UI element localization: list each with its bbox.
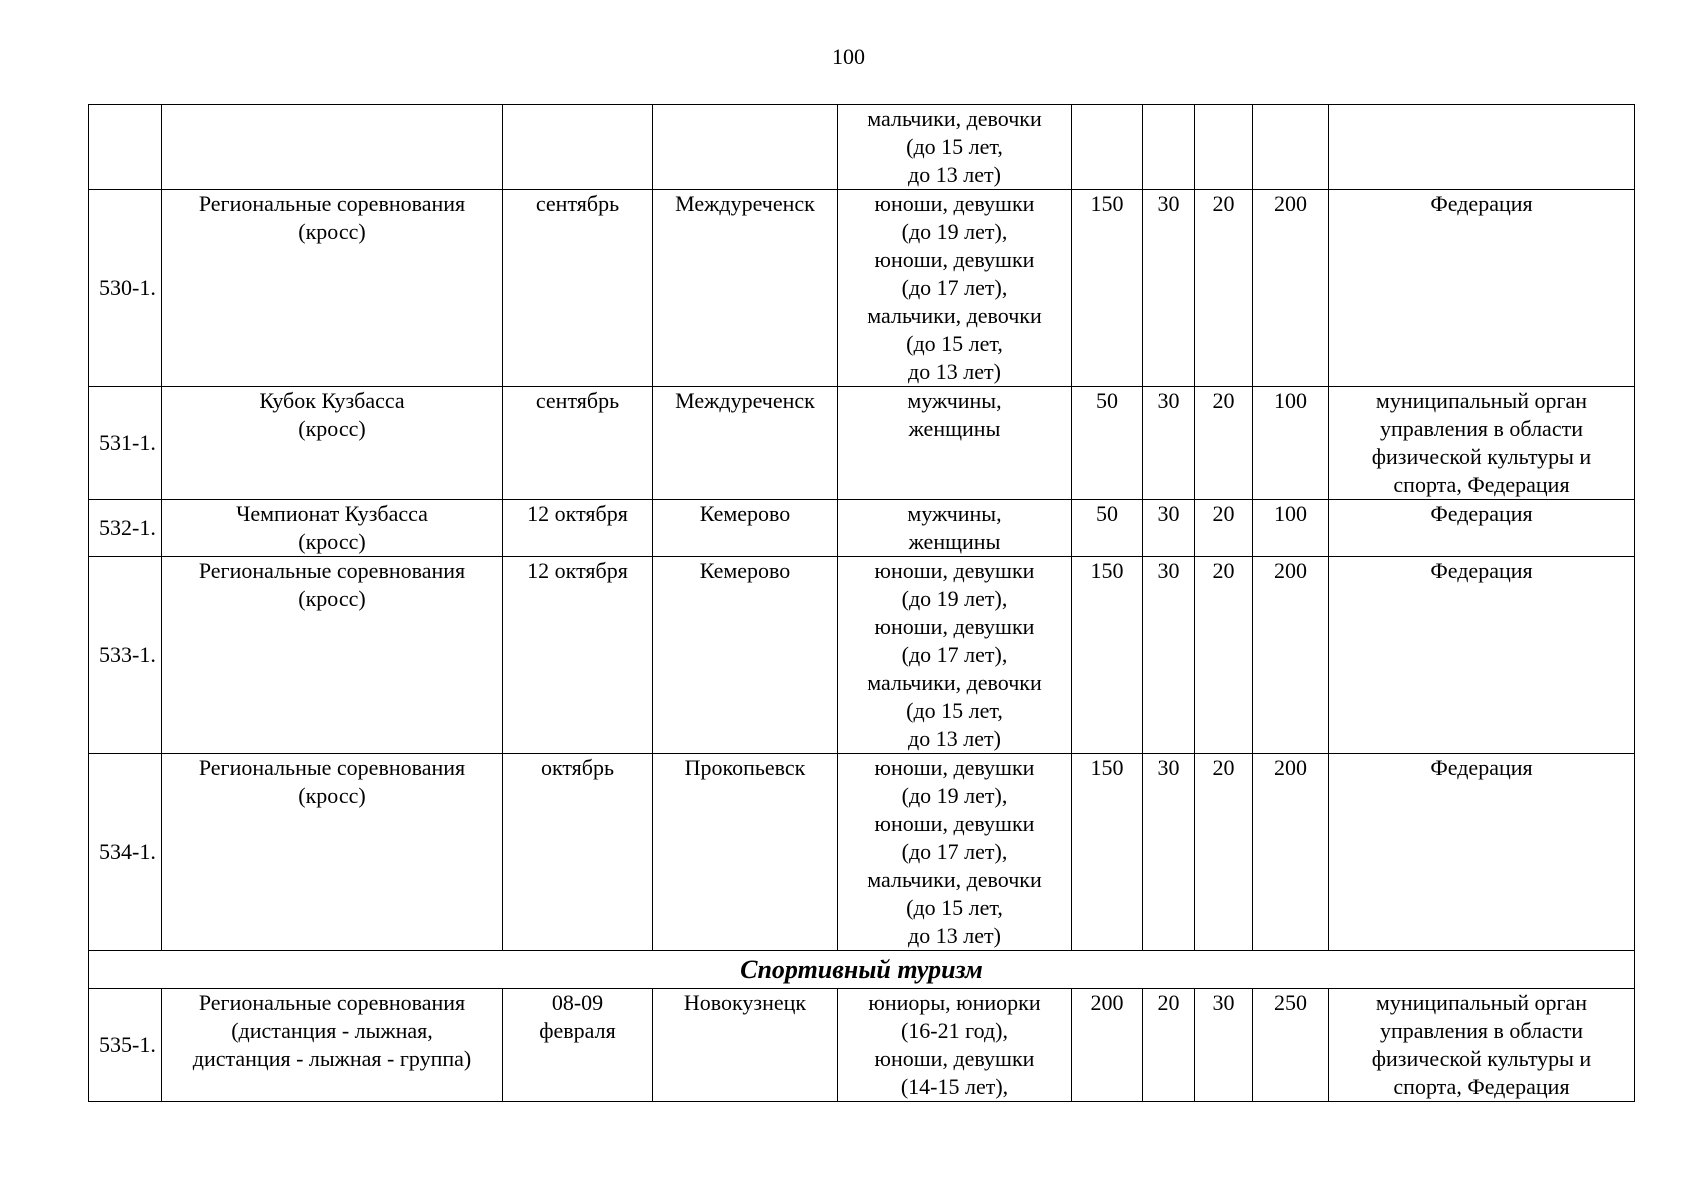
value-cell: 150 <box>1072 754 1143 951</box>
organizer-line: спорта, Федерация <box>1393 1074 1570 1099</box>
participants-line: (до 19 лет), <box>901 783 1008 808</box>
organizer-line: физической культуры и <box>1371 1046 1592 1071</box>
section-row <box>89 951 1635 989</box>
value-cell: 20 <box>1195 190 1253 387</box>
date-cell <box>503 387 653 500</box>
participants-line: юноши, девушки <box>874 755 1035 780</box>
date-line: сентябрь <box>535 388 620 413</box>
participants-line: (до 17 лет), <box>901 642 1008 667</box>
participants-line: (до 15 лет, <box>906 895 1003 920</box>
date-cell <box>503 989 653 1102</box>
participants-line: (до 19 лет), <box>901 586 1008 611</box>
value-cell: 150 <box>1072 190 1143 387</box>
value-cell: 20 <box>1195 557 1253 754</box>
value-cell: 100 <box>1253 500 1329 557</box>
organizer-line: муниципальный орган <box>1375 388 1588 413</box>
organizer-cell <box>1329 754 1635 951</box>
organizer-cell <box>1329 387 1635 500</box>
value-cell <box>1072 105 1143 190</box>
organizer-line: Федерация <box>1430 501 1533 526</box>
participants-line: юноши, девушки <box>874 247 1035 272</box>
number-cell: 533-1. <box>89 557 162 754</box>
participants-line: (до 17 лет), <box>901 275 1008 300</box>
value-cell: 30 <box>1143 190 1195 387</box>
participants-line: мальчики, девочки <box>867 303 1042 328</box>
value-cell: 20 <box>1195 500 1253 557</box>
date-line: 12 октября <box>527 558 628 583</box>
event-line: Региональные соревнования <box>198 990 466 1015</box>
value-cell: 30 <box>1143 557 1195 754</box>
place-cell: Кемерово <box>653 500 838 557</box>
value-cell: 20 <box>1143 989 1195 1102</box>
event-line: Региональные соревнования <box>198 558 466 583</box>
organizer-cell <box>1329 557 1635 754</box>
event-line: (кросс) <box>298 416 366 441</box>
date-cell <box>503 754 653 951</box>
place-cell: Новокузнецк <box>653 989 838 1102</box>
organizer-line: управления в области <box>1380 416 1583 441</box>
continuation-row <box>89 105 1635 190</box>
place-cell: Прокопьевск <box>653 754 838 951</box>
participants-cell <box>838 754 1072 951</box>
organizer-cell <box>1329 989 1635 1102</box>
organizer-line: Федерация <box>1430 755 1533 780</box>
value-cell <box>1253 105 1329 190</box>
value-cell: 30 <box>1143 500 1195 557</box>
event-cell <box>162 557 503 754</box>
place-cell: Кемерово <box>653 557 838 754</box>
value-cell: 50 <box>1072 500 1143 557</box>
date-cell <box>503 190 653 387</box>
table-row <box>89 387 1635 500</box>
participants-line: до 13 лет) <box>908 359 1001 384</box>
participants-cell <box>838 190 1072 387</box>
participants-cell <box>838 989 1072 1102</box>
participants-cell <box>838 557 1072 754</box>
event-line: Региональные соревнования <box>198 755 466 780</box>
value-cell: 30 <box>1195 989 1253 1102</box>
event-cell <box>162 387 503 500</box>
event-cell <box>162 989 503 1102</box>
participants-line: мужчины, <box>907 501 1002 526</box>
participants-line: мальчики, девочки <box>867 106 1042 131</box>
date-cell <box>503 500 653 557</box>
participants-line: юниоры, юниорки <box>868 990 1041 1015</box>
participants-line: юноши, девушки <box>874 811 1035 836</box>
event-line: (кросс) <box>298 783 366 808</box>
participants-line: (до 15 лет, <box>906 331 1003 356</box>
event-line: (кросс) <box>298 586 366 611</box>
participants-line: до 13 лет) <box>908 923 1001 948</box>
value-cell: 50 <box>1072 387 1143 500</box>
page-number: 100 <box>832 44 865 69</box>
organizer-cell <box>1329 500 1635 557</box>
event-line: Чемпионат Кузбасса <box>236 501 428 526</box>
number-cell: 534-1. <box>89 754 162 951</box>
date-cell <box>503 557 653 754</box>
number-cell: 531-1. <box>89 387 162 500</box>
organizer-line: Федерация <box>1430 558 1533 583</box>
date-line: 08-09 <box>551 990 604 1015</box>
table-row <box>89 190 1635 387</box>
participants-line: женщины <box>908 529 1001 554</box>
value-cell: 250 <box>1253 989 1329 1102</box>
participants-line: мужчины, <box>907 388 1002 413</box>
event-line: (кросс) <box>298 529 366 554</box>
participants-line: мальчики, девочки <box>867 867 1042 892</box>
date-line: сентябрь <box>535 191 620 216</box>
date-line: 12 октября <box>527 501 628 526</box>
value-cell: 200 <box>1253 190 1329 387</box>
place-cell: Междуреченск <box>653 190 838 387</box>
participants-line: (до 15 лет, <box>906 134 1003 159</box>
participants-line: до 13 лет) <box>908 726 1001 751</box>
participants-line: юноши, девушки <box>874 558 1035 583</box>
value-cell: 100 <box>1253 387 1329 500</box>
event-line: (дистанция - лыжная, <box>231 1018 433 1043</box>
date-cell <box>503 105 653 190</box>
number-cell: 530-1. <box>89 190 162 387</box>
organizer-line: управления в области <box>1380 1018 1583 1043</box>
number-cell <box>89 105 162 190</box>
event-cell <box>162 190 503 387</box>
date-line: февраля <box>539 1018 616 1043</box>
organizer-line: муниципальный орган <box>1375 990 1588 1015</box>
table-row <box>89 557 1635 754</box>
event-cell <box>162 500 503 557</box>
participants-cell <box>838 387 1072 500</box>
value-cell: 200 <box>1072 989 1143 1102</box>
organizer-line: физической культуры и <box>1371 444 1592 469</box>
section-title: Спортивный туризм <box>89 951 1635 989</box>
organizer-line: спорта, Федерация <box>1393 472 1570 497</box>
event-cell <box>162 754 503 951</box>
participants-line: мальчики, девочки <box>867 670 1042 695</box>
participants-line: (до 17 лет), <box>901 839 1008 864</box>
place-cell: Междуреченск <box>653 387 838 500</box>
number-cell: 535-1. <box>89 989 162 1102</box>
value-cell: 30 <box>1143 387 1195 500</box>
participants-line: (16-21 год), <box>900 1018 1008 1043</box>
participants-line: юноши, девушки <box>874 191 1035 216</box>
participants-line: женщины <box>908 416 1001 441</box>
table-row <box>89 754 1635 951</box>
participants-line: (до 19 лет), <box>901 219 1008 244</box>
table-row <box>89 500 1635 557</box>
participants-line: до 13 лет) <box>908 162 1001 187</box>
value-cell <box>1195 105 1253 190</box>
participants-line: (14-15 лет), <box>900 1074 1009 1099</box>
event-cell <box>162 105 503 190</box>
organizer-cell <box>1329 105 1635 190</box>
event-line: (кросс) <box>298 219 366 244</box>
events-table <box>88 104 1635 1102</box>
value-cell: 30 <box>1143 754 1195 951</box>
number-cell: 532-1. <box>89 500 162 557</box>
date-line: октябрь <box>540 755 615 780</box>
place-cell <box>653 105 838 190</box>
participants-line: (до 15 лет, <box>906 698 1003 723</box>
table-row <box>89 989 1635 1102</box>
value-cell: 200 <box>1253 754 1329 951</box>
participants-line: юноши, девушки <box>874 1046 1035 1071</box>
value-cell: 20 <box>1195 754 1253 951</box>
participants-cell <box>838 500 1072 557</box>
participants-cell <box>838 105 1072 190</box>
event-line: Кубок Кузбасса <box>259 388 405 413</box>
event-line: Региональные соревнования <box>198 191 466 216</box>
event-line: дистанция - лыжная - группа) <box>192 1046 472 1071</box>
value-cell: 20 <box>1195 387 1253 500</box>
participants-line: юноши, девушки <box>874 614 1035 639</box>
value-cell <box>1143 105 1195 190</box>
organizer-line: Федерация <box>1430 191 1533 216</box>
value-cell: 150 <box>1072 557 1143 754</box>
organizer-cell <box>1329 190 1635 387</box>
value-cell: 200 <box>1253 557 1329 754</box>
